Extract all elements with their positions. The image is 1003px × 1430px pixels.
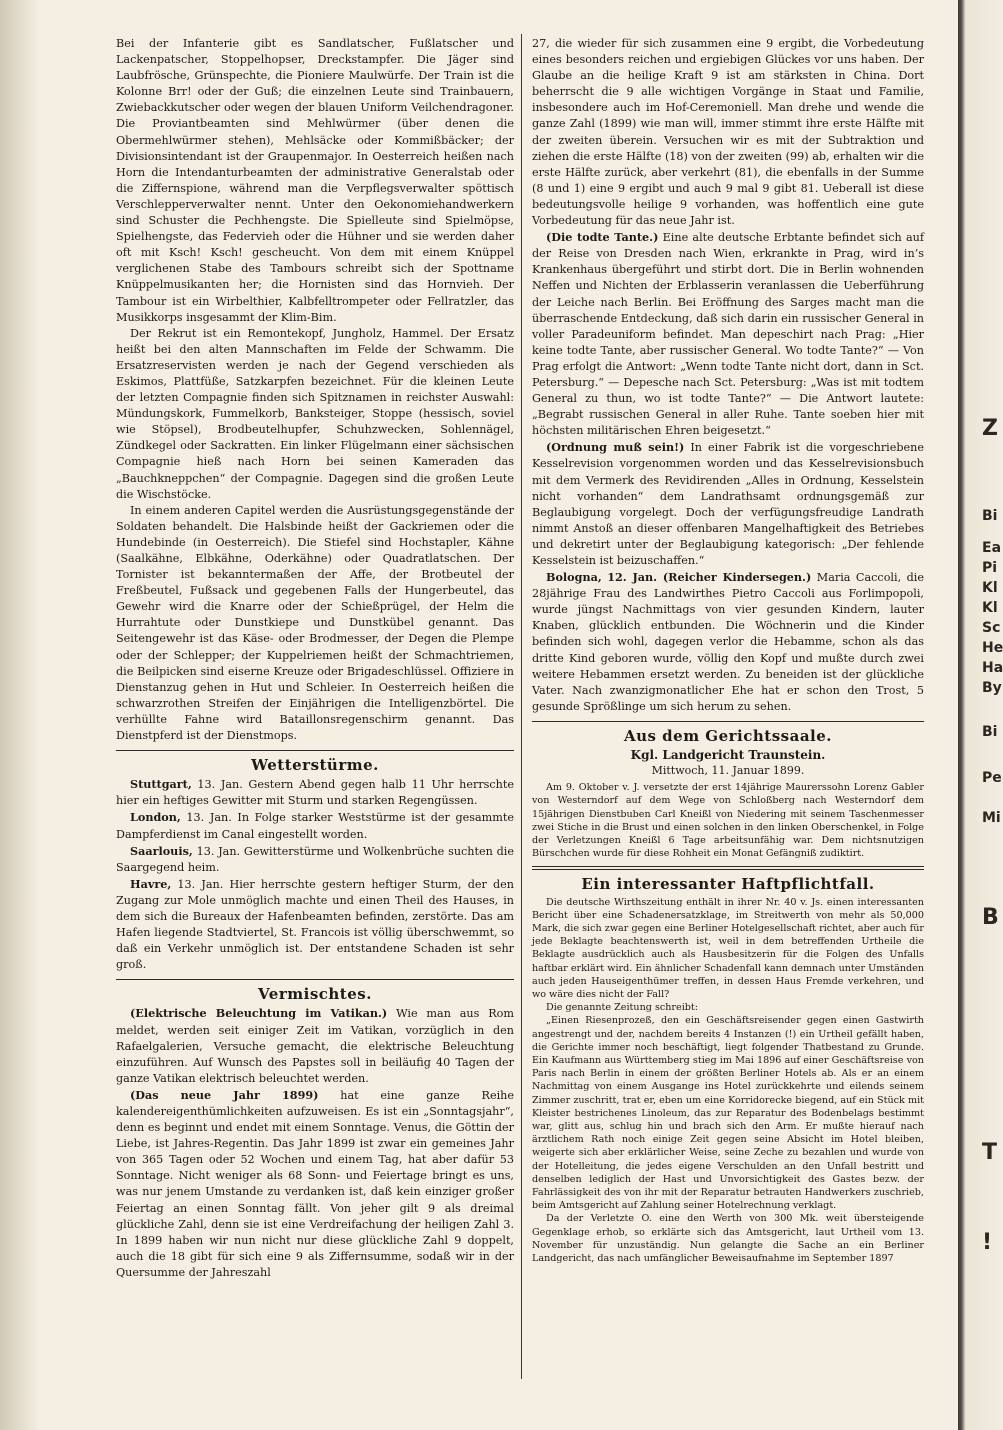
military-slang-para-3: In einem anderen Capitel werden die Ausrüstungsgegenstände der Soldaten behandelt. Die Halsbinde heißt der Gackriemen oder die Hundebinde (in Oesterreich). Die Stiefel sind Hochstapler, Kähne (Saalkähne, Elbkähne, Oderkähne) oder Quadratlatschen. Der Tornister ist bekanntermaßen der Affe, der Brotbeutel der Freßbeutel, Fußsack und gegebenen Falls der Hungerbeutel, das Gewehr wird die Knarre oder der Schießprügel, der Helm die Hurrahtute oder Dunstkiepe und Dunstkübel genannt. Das Seitengewehr ist das Käse- oder Brodmesser, der Degen die Plempe oder der Schlepper; der Kuppelriemen heißt der Schmachtriemen, die Beilpicken sind eiserne Kreuze oder Brigadeschlüssel. Offiziere in Dienstanzug gehen in Hut und Schleier. In Oesterreich heißen die schwarzrothen Streifen der Einjährigen die Intelligenzbörtel. Die verhüllte Fahne wird Bataillonsregenschirm genannt. Das Dienstpferd ist der Dienstmops.	[116, 503, 514, 743]
dateline-place: Bologna,	[546, 570, 602, 585]
binding-gutter	[0, 0, 40, 1430]
edge-fragment: Kl	[982, 580, 998, 596]
column-rule	[521, 34, 522, 1379]
edge-fragment: Sc	[982, 620, 1001, 636]
vatican-item	[116, 1005, 514, 1086]
new-year-item	[116, 1087, 514, 1281]
middle-column	[532, 36, 924, 1265]
court-subheading: Kgl. Landgericht Traunstein.	[630, 748, 826, 763]
weather-heading: Wetterstürme.	[251, 756, 379, 775]
court-heading: Aus dem Gerichtssaale.	[623, 726, 833, 745]
item-title: 12. Jan. (Reicher Kindersegen.)	[607, 570, 812, 585]
misc-heading: Vermischtes.	[258, 985, 372, 1004]
left-column	[116, 36, 514, 1281]
liability-para-3: „Einen Riesenprozeß, den ein Geschäftsreisender gegen einen Gastwirth angestrengt und der, nachdem bereits 4 Instanzen (!) ein Urtheil gefällt haben, die Gerichte immer noch beschäftigt, liegt folgender Thatbestand zu Grunde. Ein Kaufmann aus Württemberg stieg im Mai 1896 auf einer Geschäftsreise von Paris nach Berlin in einem der größten Berliner Hotels ab. Als er an einem Nachmittag von einem Ausgange ins Hotel zurückkehrte und eilends seinem Zimmer zuschritt, trat er, eben um eine Korridorecke biegend, auf ein Stück mit Kleister bestrichenes Linoleum, das zur Reparatur des Bodenbelags bestimmt war, glitt aus, schlug hin und brach sich den Arm. Er mußte hierauf nach ärztlichem Rath noch einige Zeit gegen seine Absicht im Hotel bleiben, weigerte sich aber erklärlicher Weise, seine Zeche zu bezahlen und wurde von der Hotelleitung, die jedes eigene Verschulden an den Unfall bestritt und denselben lediglich der Hast und Unvorsichtigkeit des Gastes bezw. der Fahrlässigkeit des von ihr mit der Reparatur betrauten Handwerkers zuschrieb, beim Amtsgericht auf Zahlung seiner Hotelrechnung verklagt.	[532, 1015, 924, 1212]
weather-text: 13. Jan. In Folge starker Weststürme ist der gesammte Dampferdienst im Canal eingestellt worden.	[116, 811, 514, 841]
new-year-continued: 27, die wieder für sich zusammen eine 9 ergibt, die Vorbedeutung eines besonders reichen und ergiebigen Glückes vor uns haben. Der Glaube an die heilige Kraft 9 ist am stärksten in China. Dort beherrscht die 9 alle wichtigen Vorgänge in Staat und Familie, insbesondere auch im Hof-Ceremoniell. Man drehe und wende die ganze Zahl (1899) wie man will, immer stimmt ihre erste Hälfte mit der zweiten überein. Versuchen wir es mit der Subtraktion und ziehen die erste Hälfte (18) von der zweiten (99) ab, erhalten wir die erste Hälfte zurück, aber verkehrt (81), die ebenfalls in der Summe (8 und 1) eine 9 ergibt und auch 9 mal 9 gibt 81. Ueberall ist diese bedeutungsvolle heilige 9 vorhanden, was hoffentlich eine gute Vorbedeutung für das neue Jahr ist.	[532, 37, 924, 228]
weather-item-havre	[116, 876, 514, 974]
weather-text: 13. Jan. Hier herrschte gestern heftiger Sturm, der den Zugang zur Mole unmöglich machte und einen Theil des Hauses, in dem sich die Bureaux der Hafenbeamten befinden, zerstörte. Das am Hafen liegende Stadtviertel, St. Francois ist völlig überschwemmt, so daß ein Verkehr unmöglich ist. Der entstandene Schaden ist sehr groß.	[116, 877, 514, 972]
edge-fragment: B	[982, 905, 999, 930]
weather-item-london	[116, 809, 514, 842]
weather-item-stuttgart	[116, 776, 514, 809]
section-divider	[116, 750, 514, 751]
edge-fragment: He	[982, 640, 1003, 656]
item-text: In einer Fabrik ist die vorgeschriebene Kesselrevision vorgenommen worden und das Kesselrevisionsbuch mit dem Vermerk des Revidirenden „Alles in Ordnung, Kesselstein nicht vorhanden“ dem Landrathsamt ordnungsgemäß zur Beglaubigung vorgelegt. Doch der verfügungsfreudige Landrath nimmt Anstoß an dieser offenbaren Mangelhaftigkeit des Betriebes und dekretirt unter der Beglaubigung kategorisch: „Der fehlende Kesselstein ist beizuschaffen.“	[532, 441, 924, 567]
edge-fragment: Ea	[982, 540, 1002, 556]
order-item	[532, 439, 924, 569]
edge-fragment: Pi	[982, 560, 998, 576]
liability-para-2: Die genannte Zeitung schreibt:	[546, 1002, 698, 1014]
section-divider	[116, 979, 514, 980]
military-slang-para-2: Der Rekrut ist ein Remontekopf, Jungholz, Hammel. Der Ersatz heißt bei den alten Mannschaften im Felde der Schwamm. Die Ersatzreservisten werden je nach der Gegend verschieden als Eskimos, Plattfüße, Satzkarpfen bezeichnet. Für die kleinen Leute der letzten Compagnie finden sich Spitznamen in reichster Auswahl: Mündungskork, Fummelkorb, Banksteiger, Stoppe (hessisch, soviel wie Stöpsel), Brodbeutelhupfer, Schuhzwecken, Sohlennägel, Zündkegel oder Sackratten. Ein linker Flügelmann einer sächsischen Compagnie hieß nach Horn bei seinen Kameraden das „Bauchkneppchen“ der Compagnie. Dagegen sind die großen Leute die Wischstöcke.	[116, 326, 514, 501]
court-report: Am 9. Oktober v. J. versetzte der erst 14jährige Maurerssohn Lorenz Gabler von Westerndorf auf dem Wege von Schloßberg nach Westerndorf dem 15jährigen Dienstbuben Carl Kneißl von Niedering mit seinem Taschenmesser zwei Stiche in die Brust und einen solchen in den linken Oberschenkel, in Folge der Verletzungen Kneißl 6 Tage arbeitsunfähig war. Dem nichtsnutzigen Bürschchen wurde für diese Rohheit ein Monat Gefängniß zudiktirt.	[532, 782, 924, 860]
item-title: (Ordnung muß sein!)	[546, 440, 685, 455]
item-title: (Elektrische Beleuchtung im Vatikan.)	[130, 1006, 388, 1021]
liability-heading: Ein interessanter Haftpflichtfall.	[581, 875, 875, 894]
edge-fragment: Bi	[982, 508, 998, 524]
next-page-fragments	[980, 0, 1003, 1430]
item-text: hat eine ganze Reihe kalendereigenthümlichkeiten aufzuweisen. Es ist ein „Sonntagsjahr“, denn es beginnt und endet mit einem Sonntage. Venus, die Göttin der Liebe, ist Jahres-Regentin. Das Jahr 1899 ist zwar ein gemeines Jahr von 365 Tagen oder 52 Wochen und einem Tag, hat aber dafür 53 Sonntage. Nicht weniger als 68 Sonn- und Feiertage bringt es uns, was nur jenem Umstande zu verdanken ist, daß kein einziger großer Feiertag an einen Sonntag fällt. Von jeher gilt 9 als dreimal glückliche Zahl, denn sie ist eine Verdreifachung der heiligen Zahl 3. In 1899 haben wir nun nicht nur diese glückliche Zahl 9 doppelt, auch die 18 gibt für sich eine 9 als Ziffernsumme, sodaß wir in der Quersumme der Jahreszahl	[116, 1088, 514, 1279]
court-date: Mittwoch, 11. Januar 1899.	[651, 764, 805, 778]
item-text: Maria Caccoli, die 28jährige Frau des Landwirthes Pietro Caccoli aus Forlimpopoli, wurde jüngst Nachmittags von vier gesunden Kindern, lauter Knaben, glücklich entbunden. Die Wöchnerin und die Kinder befinden sich wohl, dagegen verlor die Hebamme, schon als das dritte Kind geboren wurde, völlig den Kopf und mußte durch zwei weitere Hebammen ersetzt werden. Zu beneiden ist der glückliche Vater. Nach zwanzigmonatlicher Ehe hat er schon den Trost, 5 gesunde Sprößlinge um sich herum zu sehen.	[532, 571, 924, 713]
liability-para-4: Da der Verletzte O. eine den Werth von 300 Mk. weit übersteigende Gegenklage erhob, so erklärte sich das Amtsgericht, laut Urtheil vom 13. November für unzuständig. Nun gelangte die Sache an ein Berliner Landgericht, das nach umfänglicher Beweisaufnahme im September 1897	[532, 1213, 924, 1265]
edge-fragment: Z	[982, 416, 998, 441]
liability-para-1: Die deutsche Wirthszeitung enthält in ihrer Nr. 40 v. Js. einen interessanten Bericht über eine Schadenersatzklage, im Streitwerth von mehr als 50,000 Mark, die sich zwar gegen eine Berliner Hotelgesellschaft richtet, aber auch für jede Beklagte beachtenswerth ist, weil in dem betreffenden Urtheile die Beklagte ausdrücklich auch als Hausbesitzerin für die Folgen des Unfalls haftbar erklärt wird. Ein ähnlicher Schadenfall kann demnach unter Umständen auch jeden Hauseigenthümer treffen, in dessen Haus Fremde verkehren, und wo wäre dies nicht der Fall?	[532, 896, 924, 1000]
dateline-place: Havre,	[130, 876, 172, 891]
edge-fragment: T	[982, 1140, 998, 1165]
item-text: Eine alte deutsche Erbtante befindet sich auf der Reise von Dresden nach Wien, erkrankte in Prag, wird in’s Krankenhaus übergeführt und stirbt dort. Die in Berlin wohnenden Neffen und Nichten der Erblasserin veranlassen die Ueberführung der Leiche nach Berlin. Bei Eröffnung des Sarges macht man die überraschende Entdeckung, daß sich darin ein russischer General in voller Paradeuniform befindet. Man depeschirt nach Prag: „Hier keine todte Tante, aber russischer General. Wo todte Tante?“ — Von Prag erfolgt die Antwort: „Wenn todte Tante nicht dort, dann in Sct. Petersburg.“ — Depesche nach Sct. Petersburg: „Was ist mit todtem General zu thun, wo ist todte Tante?“ — Die Antwort lautete: „Begrabt russischen General in aller Ruhe. Tante soeben hier mit höchsten militärischen Ehren beigesetzt.“	[532, 231, 925, 438]
dateline-place: Saarlouis,	[130, 843, 193, 858]
dateline-place: London,	[130, 810, 181, 825]
item-title: (Die todte Tante.)	[546, 230, 659, 245]
weather-text: 13. Jan. Gestern Abend gegen halb 11 Uhr herrschte hier ein heftiges Gewitter mit Sturm und starken Regengüssen.	[116, 778, 514, 808]
item-title: (Das neue Jahr 1899)	[130, 1087, 319, 1102]
edge-fragment: Pe	[982, 770, 1002, 786]
dead-aunt-item	[532, 229, 924, 439]
military-slang-para-1: Bei der Infanterie gibt es Sandlatscher, Fußlatscher und Lackenpatscher, Stoppelhopser, Dreckstampfer. Die Jäger sind Laubfrösche, Grünspechte, die Pioniere Maulwürfe. Der Train ist die Kolonne Brr! oder der Guß; die einzelnen Leute sind Trainbauern, Zwiebackkutscher oder wegen der blauen Uniform Veilchendragoner. Die Proviantbeamten sind Mehlwürmer (über denen die Obermehlwürmer stehen), Mehlsäcke oder Kommißbäcker; der Divisionsintendant ist der Graupenmajor. In Oesterreich heißen nach Horn die Intendanturbeamten der administrative Generalstab oder die Ziffernspione, während man die Verpflegsverwalter spöttisch Verschlepperverwalter nennt. Unter den Oekonomiehandwerkern sind Schuster die Pechhengste. Die Spielleute sind Spielmöpse, Spielhengste, das Federvieh oder die Hühner und sie werden daher oft mit Ksch! Ksch! gescheucht. Von dem mit einem Knüppel verglichenen Stabe des Tambours schreibt sich der Spottname Knüppelmusikanten her; die Hornisten sind das Hornvieh. Der Tambour ist ein Wirbelthier, Kalbfelltrompeter oder Fellratzler, das Musikkorps insgesammt der Klim-Bim.	[116, 37, 514, 324]
edge-fragment: By	[982, 680, 1002, 696]
edge-fragment: !	[982, 1230, 993, 1255]
edge-fragment: Mi	[982, 810, 1001, 826]
edge-fragment: Bi	[982, 724, 998, 740]
item-text: Wie man aus Rom meldet, werden seit einiger Zeit im Vatikan, vorzüglich in den Rafaelgalerien, Versuche gemacht, die elektrische Beleuchtung einzuführen. Auf Wunsch des Papstes soll in beiläufig 40 Tagen der ganze Vatikan elektrisch beleuchtet werden.	[116, 1007, 514, 1085]
weather-item-saarlouis	[116, 843, 514, 876]
dateline-place: Stuttgart,	[130, 777, 192, 792]
section-divider	[532, 721, 924, 722]
edge-fragment: Kl	[982, 600, 998, 616]
bologna-item	[532, 569, 924, 715]
section-divider	[532, 866, 924, 870]
weather-text: 13. Jan. Gewitterstürme und Wolkenbrüche suchten die Saargegend heim.	[116, 844, 515, 874]
edge-fragment: Ha	[982, 660, 1003, 676]
